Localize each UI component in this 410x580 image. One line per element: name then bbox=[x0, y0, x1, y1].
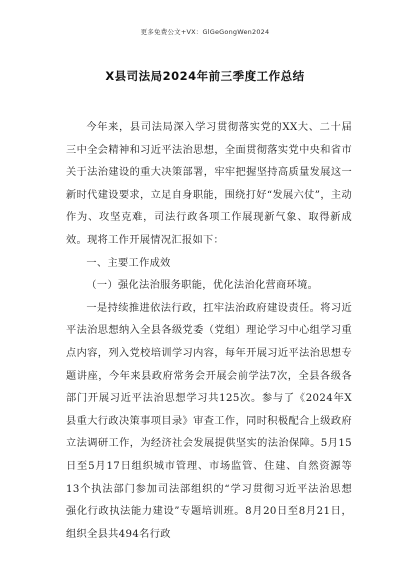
section-heading: 一、主要工作成效 bbox=[86, 257, 171, 269]
intro-paragraph: 今年来，县司法局深入学习贯彻落实党的XX大、二十届三中全会精神和习近平法治思想，全面贯彻落实党中央和省市关于法治建设的重大决策部署，牢牢把握坚持高质量发展这一新时代建设要求，立足自身职能，围绕打好“发展六仗”，主动作为、攻坚克难，司法行政各项工作展现新气象、取得新成效。现将工作开展情况汇报如下： bbox=[66, 122, 352, 246]
subsection-heading: （一）强化法治服务职能，优化法治化营商环境。 bbox=[86, 280, 319, 292]
document-body bbox=[66, 117, 352, 546]
body-paragraph: 一是持续推进依法行政，扛牢法治政府建设责任。将习近平法治思想纳入全县各级党委（党组）理论学习中心组学习重点内容，列入党校培训学习内容，每年开展习近平法治思想专题讲座，今年来县政府常务会开展会前学法7次，全县各级各部门开展习近平法治思想学习共125次。参与了《2024年X县重大行政决策事项目录》审查工作，同时积极配合上级政府立法调研工作，为经济社会发展提供坚实的法治保障。5月15日至5月17日组织城市管理、市场监管、住建、自然资源等13个执法部门参加司法部组织的“学习贯彻习近平法治思想 强化行政执法能力建设”专题培训班。8月20日至8月21日，组织全县共494名行政 bbox=[66, 302, 352, 540]
document-title: X县司法局2024年前三季度工作总结 bbox=[105, 69, 305, 83]
header-note: 更多免费公文+VX：GlGeGongWen2024 bbox=[140, 28, 270, 36]
